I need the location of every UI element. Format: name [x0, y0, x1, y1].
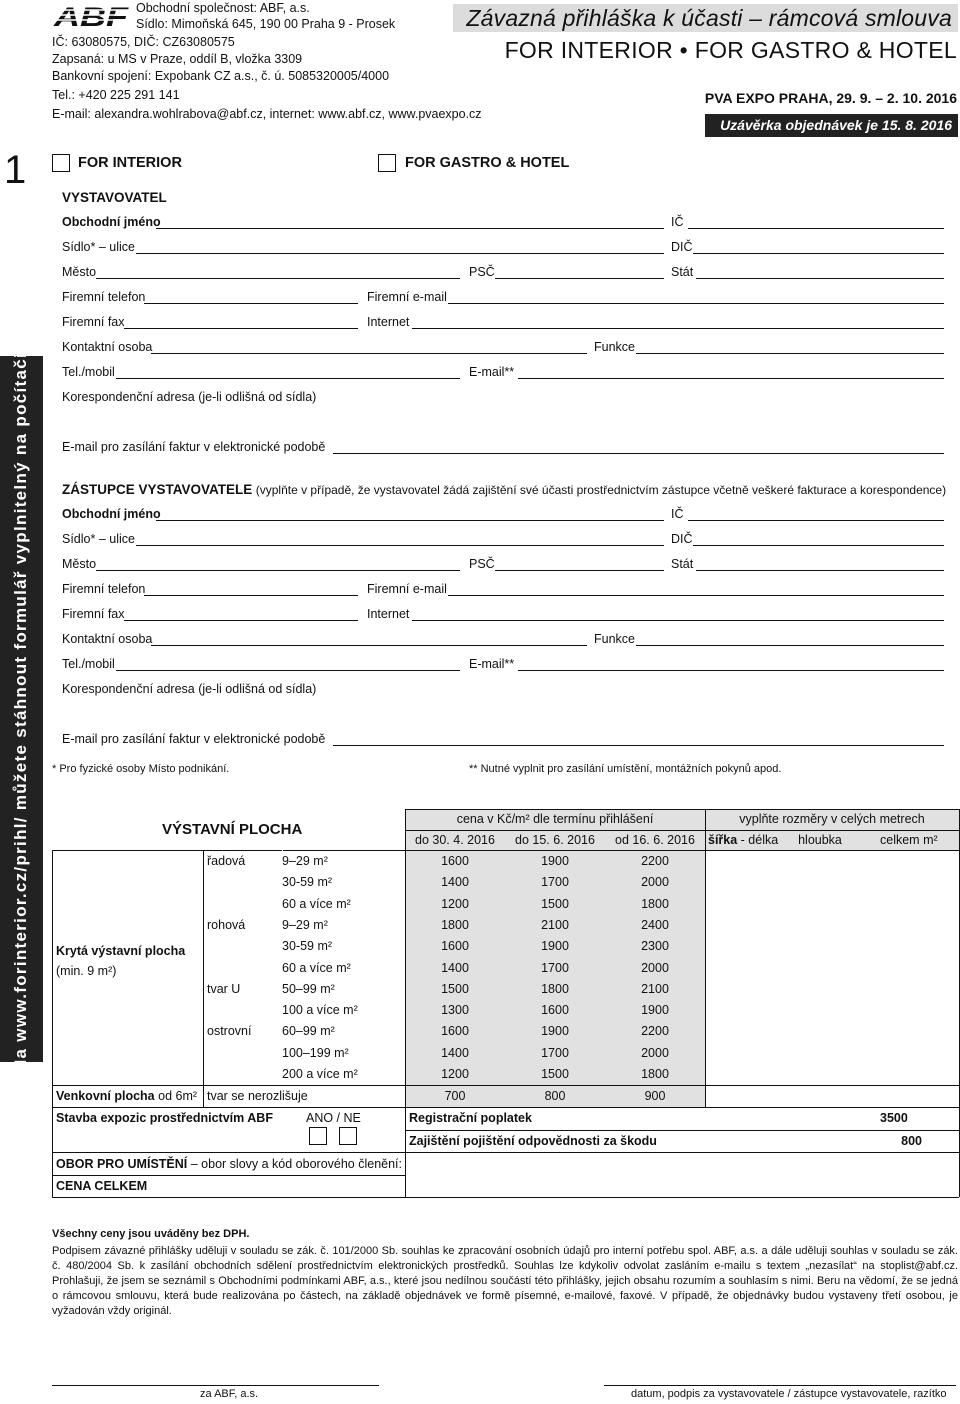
hline	[52, 850, 959, 851]
rep-internet-label: Internet	[367, 607, 410, 621]
row-price: 1900	[541, 854, 569, 868]
type-u: tvar U	[207, 982, 241, 996]
type-island: ostrovní	[207, 1024, 252, 1038]
exh-cemail-label: Firemní e-mail	[367, 290, 447, 304]
row-size: 9–29 m²	[282, 917, 328, 932]
exh-psc-label: PSČ	[469, 265, 495, 279]
dims-width: šířka	[708, 833, 738, 847]
exh-email-field[interactable]	[518, 378, 944, 379]
insurance-value: 800	[901, 1134, 922, 1148]
row-price: 1900	[641, 1003, 669, 1018]
rep-phone-field[interactable]	[144, 595, 358, 596]
stand-yes-checkbox[interactable]	[309, 1127, 327, 1145]
row-price: 1600	[441, 939, 469, 954]
for-gastro-checkbox[interactable]	[378, 154, 396, 172]
outdoor-price-2: 800	[544, 1089, 566, 1103]
outdoor-price-3: 900	[644, 1089, 666, 1103]
hline	[405, 830, 959, 831]
exh-company-field[interactable]	[156, 228, 664, 229]
exh-dic-label: DIČ	[671, 240, 693, 254]
row-price: 1500	[541, 896, 569, 911]
note-physical-persons: * Pro fyzické osoby Místo podnikání.	[52, 763, 230, 775]
exh-internet-label: Internet	[367, 315, 410, 329]
venue-dates: PVA EXPO PRAHA, 29. 9. – 2. 10. 2016	[704, 90, 957, 106]
hline	[52, 1085, 959, 1086]
dims-head: vyplňte rozměry v celých metrech	[739, 812, 925, 826]
row-price: 1500	[441, 981, 469, 996]
for-gastro-label: FOR GASTRO & HOTEL	[405, 155, 570, 171]
exh-fax-label: Firemní fax	[62, 315, 125, 329]
rep-heading-note: (vyplňte v případě, že vystavovatel žádá zajištění své účasti prostřednictvím zástupce včetně veškeré fakturace a korespondence)	[255, 483, 947, 497]
outdoor-note: tvar se nerozlišuje	[207, 1089, 308, 1103]
abf-logo	[52, 4, 132, 28]
vline	[52, 850, 53, 1197]
company-ids: IČ: 63080575, DIČ: CZ63080575	[52, 35, 235, 49]
category-note: – obor slovy a kód oborového členění:	[190, 1157, 402, 1171]
rep-fax-label: Firemní fax	[62, 607, 125, 621]
rep-invoice-label: E-mail pro zasílání faktur v elektronické podobě	[62, 732, 326, 746]
row-price: 1500	[541, 1067, 569, 1081]
exh-city-label: Město	[62, 265, 97, 279]
row-price: 1600	[441, 854, 469, 868]
sig-label-exhibitor: datum, podpis za vystavovatele / zástupce vystavovatele, razítko	[631, 1388, 947, 1400]
type-row: řadová	[207, 854, 246, 868]
vline	[705, 809, 706, 1107]
exh-corr-label: Korespondenční adresa (je-li odlišná od sídla)	[62, 390, 317, 404]
exh-ic-label: IČ	[671, 215, 684, 229]
pricing-title: VÝSTAVNÍ PLOCHA	[162, 821, 303, 838]
order-deadline: Uzávěrka objednávek je 15. 8. 2016	[705, 114, 958, 137]
hline	[52, 1107, 959, 1108]
row-size: 9–29 m²	[282, 854, 328, 868]
row-size: 60 a více m²	[282, 896, 351, 911]
rep-email-field[interactable]	[518, 670, 944, 671]
rep-mobile-field[interactable]	[116, 670, 460, 671]
exh-ic-field[interactable]	[688, 228, 944, 229]
rep-company-label: Obchodní jméno	[62, 507, 161, 521]
row-price: 2200	[641, 1024, 669, 1039]
exh-company-label: Obchodní jméno	[62, 215, 161, 229]
exh-street-field[interactable]	[136, 253, 664, 254]
reg-fee-label: Registrační poplatek	[409, 1111, 532, 1125]
outdoor-from: od 6m²	[158, 1089, 198, 1103]
rep-state-label: Stát	[671, 557, 694, 571]
exh-cemail-field[interactable]	[448, 303, 944, 304]
stand-no-checkbox[interactable]	[339, 1127, 357, 1145]
row-price: 1600	[441, 1024, 469, 1039]
exh-street-label: Sídlo* – ulice	[62, 240, 135, 254]
category-label: OBOR PRO UMÍSTĚNÍ	[56, 1157, 188, 1171]
row-price: 2000	[641, 960, 669, 975]
row-price: 1800	[441, 917, 469, 932]
exh-contact-label: Kontaktní osoba	[62, 340, 153, 354]
rep-company-field[interactable]	[156, 520, 664, 521]
outdoor-label: Venkovní plocha	[56, 1089, 155, 1103]
exh-function-field[interactable]	[636, 353, 944, 354]
vline	[203, 850, 204, 1107]
row-price: 1700	[541, 960, 569, 975]
exh-email-label: E-mail**	[469, 365, 515, 379]
rep-heading: ZÁSTUPCE VYSTAVOVATELE	[62, 482, 253, 497]
rep-mobile-label: Tel./mobil	[62, 657, 115, 671]
form-subtitle: FOR INTERIOR • FOR GASTRO & HOTEL	[504, 37, 957, 63]
exh-function-label: Funkce	[594, 340, 635, 354]
rep-city-field[interactable]	[96, 570, 460, 571]
exh-state-label: Stát	[671, 265, 694, 279]
row-price: 2300	[641, 939, 669, 954]
exh-fax-field[interactable]	[124, 328, 358, 329]
rep-psc-field[interactable]	[495, 570, 664, 571]
row-price: 1600	[541, 1003, 569, 1018]
rep-cemail-label: Firemní e-mail	[367, 582, 447, 596]
rep-ic-field[interactable]	[688, 520, 944, 521]
section-number: 1	[4, 148, 27, 192]
row-price: 2000	[641, 875, 669, 890]
rep-corr-label: Korespondenční adresa (je-li odlišná od sídla)	[62, 682, 317, 696]
rep-phone-label: Firemní telefon	[62, 582, 146, 596]
row-price: 1400	[441, 960, 469, 975]
stand-abf-label: Stavba expozic prostřednictvím ABF	[56, 1111, 273, 1125]
rep-function-label: Funkce	[594, 632, 635, 646]
row-price: 1800	[541, 981, 569, 996]
company-email: E-mail: alexandra.wohlrabova@abf.cz, internet: www.abf.cz, www.pvaexpo.cz	[52, 107, 482, 121]
ano-ne-label: ANO / NE	[306, 1111, 361, 1125]
category-row	[56, 1157, 402, 1171]
rep-dic-label: DIČ	[671, 532, 693, 546]
rep-fax-field[interactable]	[124, 620, 358, 621]
company-register: Zapsaná: u MS v Praze, oddíl B, vložka 3309	[52, 52, 303, 66]
hline	[52, 1175, 405, 1176]
row-price: 2100	[641, 981, 669, 996]
date-col-1: do 30. 4. 2016	[415, 833, 495, 847]
consent-text: Podpisem závazné přihlášky uděluji v souladu se zák. č. 101/2000 Sb. souhlas ke zpracování osobních údajů pro interní potřebu spol. ABF, a.s. a dále uděluji souhlas v souladu se zák. č. 480/2004 Sb. k zasílání obchodních sdělení prostřednictvím elektronických prostředků. Souhlas lze kdykoliv odvolat zasláním e-mailu s textem „nezasílat“ na stoplist@abf.cz. Prohlašuji, že jsem se seznámil s Obchodními podmínkami ABF, a.s., které jsou nedílnou součástí této přihlášky, jejich obsahu rozumím a souhlasím s nimi. Beru na vědomí, že se jedná o rámcovou smlouvu, která bude realizována po částech, na základě objednávek ve formě písemné, e-mailové, faxové. V případě, že objednávky budou vystaveny třetí osobou, je vyžadován vždy originál.	[52, 1245, 958, 1317]
total-label: CENA CELKEM	[56, 1179, 148, 1193]
outdoor-row	[56, 1089, 197, 1103]
type-corner: rohová	[207, 918, 246, 932]
rep-state-field[interactable]	[696, 570, 944, 571]
rep-dic-field[interactable]	[693, 545, 944, 546]
dims-col-3: celkem m²	[880, 833, 938, 847]
exh-contact-field[interactable]	[151, 353, 587, 354]
hline	[405, 1130, 959, 1131]
exh-invoice-label: E-mail pro zasílání faktur v elektronické podobě	[62, 440, 326, 454]
price-head: cena v Kč/m² dle termínu přihlášení	[456, 812, 654, 826]
exh-dic-field[interactable]	[693, 253, 944, 254]
outdoor-price-1: 700	[444, 1089, 466, 1103]
exh-phone-field[interactable]	[144, 303, 358, 304]
hline	[405, 809, 959, 810]
sig-label-abf: za ABF, a.s.	[200, 1388, 259, 1400]
row-price: 1300	[441, 1003, 469, 1018]
exh-internet-field[interactable]	[412, 328, 944, 329]
hline	[52, 1152, 959, 1153]
rep-invoice-field[interactable]	[333, 745, 944, 746]
date-col-3: od 16. 6. 2016	[615, 833, 695, 847]
row-price: 1400	[441, 1045, 469, 1060]
row-size: 30-59 m²	[282, 875, 333, 890]
row-price: 1800	[641, 896, 669, 911]
exh-psc-field[interactable]	[495, 278, 664, 279]
row-size: 50–99 m²	[282, 981, 335, 996]
insurance-label: Zajištění pojištění odpovědnosti za škodu	[409, 1134, 657, 1148]
row-price: 2100	[541, 917, 569, 932]
date-col-2: do 15. 6. 2016	[515, 833, 595, 847]
rep-psc-label: PSČ	[469, 557, 495, 571]
rep-contact-field[interactable]	[151, 645, 587, 646]
rep-cemail-field[interactable]	[448, 595, 944, 596]
company-address: Sídlo: Mimoňská 645, 190 00 Praha 9 - Prosek	[136, 17, 396, 31]
dims-col-1	[708, 833, 778, 847]
row-price: 1700	[541, 1045, 569, 1060]
row-price: 2200	[641, 854, 669, 868]
row-price: 1900	[541, 1024, 569, 1039]
row-price: 2000	[641, 1045, 669, 1060]
row-price: 1800	[641, 1067, 669, 1081]
for-interior-label: FOR INTERIOR	[78, 155, 182, 171]
sig-line-exhibitor[interactable]	[604, 1385, 956, 1386]
rep-street-label: Sídlo* – ulice	[62, 532, 135, 546]
row-size: 60–99 m²	[282, 1024, 335, 1039]
rep-street-field[interactable]	[136, 545, 664, 546]
reg-fee-value: 3500	[880, 1111, 908, 1125]
row-size: 60 a více m²	[282, 960, 351, 975]
row-size: 100 a více m²	[282, 1003, 358, 1018]
side-banner	[0, 345, 43, 1073]
covered-label: Krytá výstavní plocha	[56, 944, 186, 958]
company-bank: Bankovní spojení: Expobank CZ a.s., č. ú. 5085320005/4000	[52, 69, 390, 83]
prices-note: Všechny ceny jsou uváděny bez DPH.	[52, 1228, 250, 1240]
rep-heading-wrap	[62, 482, 946, 497]
row-size: 30-59 m²	[282, 939, 333, 954]
exhibitor-heading: VYSTAVOVATEL	[62, 190, 167, 205]
dims-length: - délka	[737, 833, 779, 847]
rep-contact-label: Kontaktní osoba	[62, 632, 153, 646]
note-required-email: ** Nutné vyplnit pro zasílání umístění, montážních pokynů apod.	[469, 763, 782, 775]
row-price: 1200	[441, 896, 469, 911]
for-interior-checkbox[interactable]	[52, 154, 70, 172]
rep-email-label: E-mail**	[469, 657, 515, 671]
rep-city-label: Město	[62, 557, 97, 571]
rep-ic-label: IČ	[671, 507, 684, 521]
sig-line-abf[interactable]	[52, 1385, 379, 1386]
row-price: 1900	[541, 939, 569, 954]
side-banner-text: Na www.forinterior.cz/prihl/ můžete stáhnout formulář vyplnitelný na počítači.	[11, 345, 30, 1073]
exh-state-field[interactable]	[696, 278, 944, 279]
exh-city-field[interactable]	[96, 278, 460, 279]
rep-function-field[interactable]	[636, 645, 944, 646]
company-tel: Tel.: +420 225 291 141	[52, 88, 180, 102]
logo-text: ABF	[52, 4, 130, 28]
row-price: 1400	[441, 875, 469, 890]
exh-mobile-label: Tel./mobil	[62, 365, 115, 379]
row-size: 200 a více m²	[282, 1067, 358, 1081]
exh-phone-label: Firemní telefon	[62, 290, 146, 304]
row-price: 1200	[441, 1067, 469, 1081]
row-size: 100–199 m²	[282, 1045, 349, 1060]
exh-invoice-field[interactable]	[333, 453, 944, 454]
row-price: 2400	[641, 917, 669, 932]
row-price: 1700	[541, 875, 569, 890]
company-name: Obchodní společnost: ABF, a.s.	[136, 1, 310, 15]
dims-col-2: hloubka	[798, 833, 842, 847]
exh-mobile-field[interactable]	[116, 378, 460, 379]
form-title: Závazná přihláška k účasti – rámcová smlouva	[453, 4, 958, 32]
hline	[52, 1197, 959, 1198]
rep-internet-field[interactable]	[412, 620, 944, 621]
covered-min: (min. 9 m²)	[56, 964, 117, 978]
